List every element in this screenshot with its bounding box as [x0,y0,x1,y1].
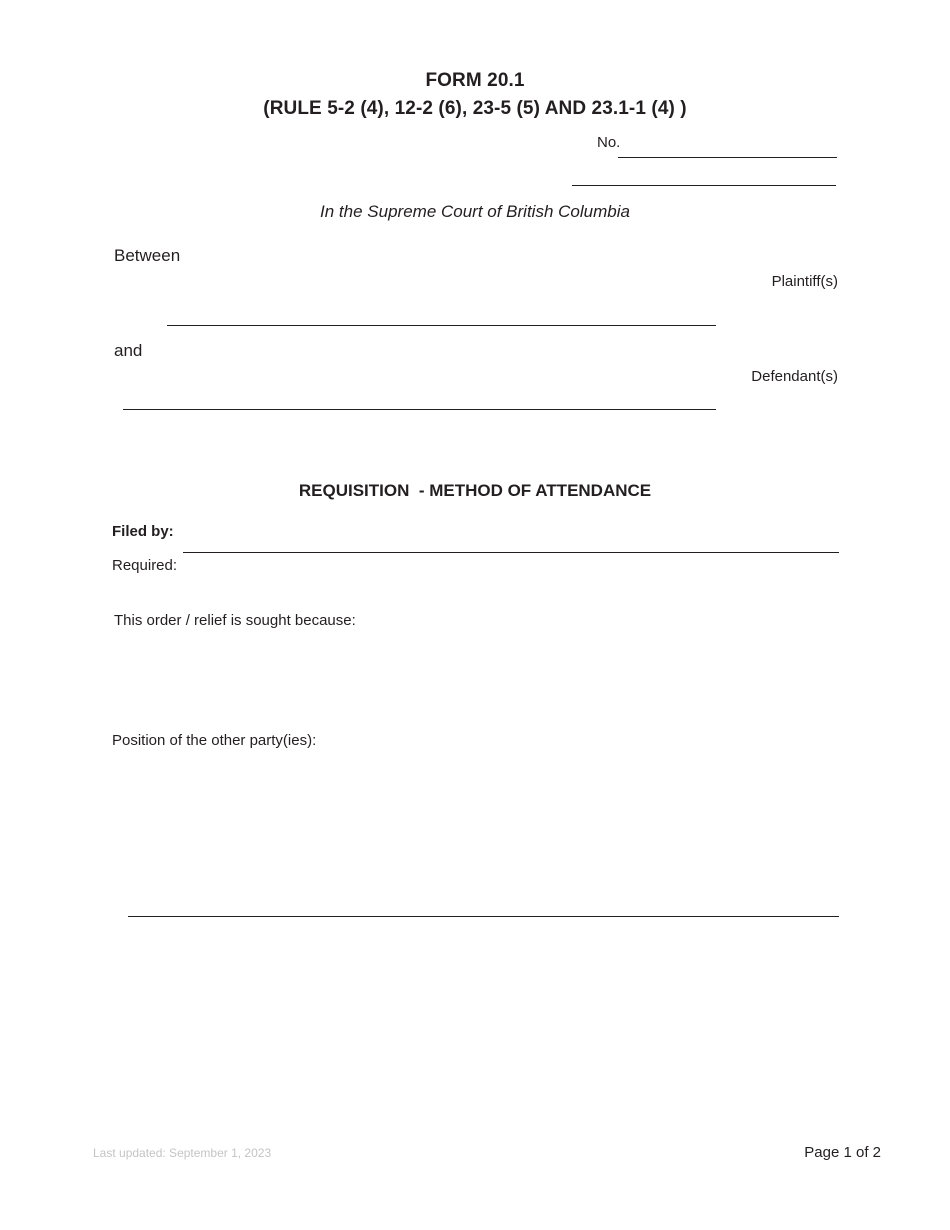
court-name: In the Supreme Court of British Columbia [320,202,630,221]
and-label: and [114,341,143,360]
defendant-label: Defendant(s) [751,368,838,385]
registry-field[interactable] [572,164,836,186]
plaintiff-field[interactable] [167,303,716,326]
required-field[interactable] [183,556,839,578]
between-label: Between [114,246,181,265]
file-number-label: No. [597,134,621,151]
defendant-field[interactable] [123,387,716,410]
reason-textarea[interactable] [114,634,838,724]
filed-by-field[interactable] [183,529,839,553]
reason-label: This order / relief is sought because: [114,612,356,629]
required-label: Required: [112,557,178,574]
plaintiff-label: Plaintiff(s) [771,273,838,290]
page-number: Page 1 of 2 [804,1144,881,1161]
form-number: FORM 20.1 [425,70,525,91]
last-updated: Last updated: September 1, 2023 [93,1146,272,1160]
file-number-field[interactable] [618,136,837,158]
position-textarea[interactable] [128,756,839,917]
form-rules: (RULE 5-2 (4), 12-2 (6), 23-5 (5) AND 23.1-1 (4) ) [263,98,687,119]
filed-by-label: Filed by: [112,523,174,540]
requisition-title: REQUISITION - METHOD OF ATTENDANCE [298,481,652,500]
position-label: Position of the other party(ies): [112,732,317,749]
